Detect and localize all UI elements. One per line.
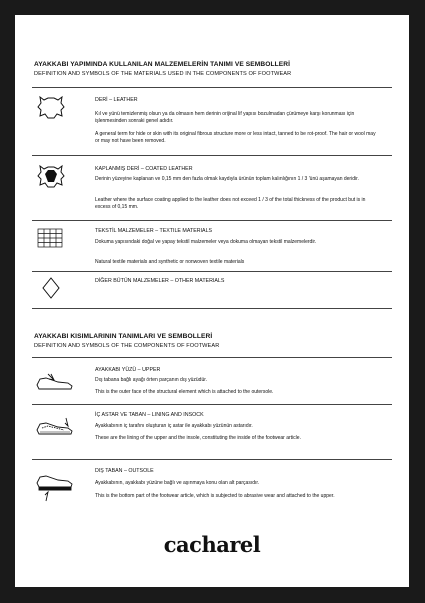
outsole-text-tr: Ayakkabının, ayakkabı yüzüne bağlı ve aşınmaya konu olan alt parçasıdır. (95, 480, 260, 486)
divider (32, 308, 392, 309)
textile-text-en: Natural textile materials and synthetic or nonwoven textile materials (95, 259, 245, 265)
upper-title: AYAKKABI YÜZÜ – UPPER (95, 367, 161, 373)
divider (32, 220, 392, 221)
divider (32, 155, 392, 156)
divider (32, 404, 392, 405)
divider (32, 271, 392, 272)
lining-text-tr: Ayakkabının iç tarafını oluşturan iç astar ile ayakkabı yüzünün astarıdır. (95, 423, 253, 429)
divider (32, 357, 392, 358)
components-title-en: DEFINITION AND SYMBOLS OF THE COMPONENTS OF FOOTWEAR (34, 343, 220, 349)
divider (32, 87, 392, 88)
leather-hide-icon (34, 94, 68, 122)
upper-text-tr: Dış tabana bağlı ayağı örten parçanın dış yüzüdür. (95, 377, 208, 383)
outsole-text-en: This is the bottom part of the footwear article, which is subjected to abrasive wear and attached to the upper. (95, 493, 335, 499)
lining-text-en: These are the lining of the upper and the insole, constituting the inside of the footwear article. (95, 435, 301, 441)
divider (32, 459, 392, 460)
textile-grid-icon (34, 225, 68, 253)
leather-title: DERİ – LEATHER (95, 97, 138, 103)
coated-leather-icon (34, 162, 68, 190)
lining-title: İÇ ASTAR VE TABAN – LINING AND INSOCK (95, 412, 204, 418)
components-title-tr: AYAKKABI KISIMLARININ TANIMLARI VE SEMBOLLERİ (34, 333, 213, 340)
leather-text-en: A general term for hide or skin with its original fibrous structure more or less intact, tanned to be rot-proof. The hair or wool may or may not have been removed. (95, 131, 376, 144)
materials-title-tr: AYAKKABI YAPIMINDA KULLANILAN MALZEMELERİN TANIMI VE SEMBOLLERİ (34, 61, 291, 68)
shoe-upper-icon (34, 365, 78, 397)
textile-title: TEKSTİL MALZEMELER – TEXTILE MATERIALS (95, 228, 213, 234)
textile-text-tr: Dokuma yapısındaki doğal ve yapay tekstil malzemeler veya dokuma olmayan tekstil malzemelerdir. (95, 239, 317, 245)
outsole-title: DIŞ TABAN – OUTSOLE (95, 468, 154, 474)
leather-text-tr: Kıl ve yünü temizlenmiş olsun ya da olmasın hem derinin orijinal lif yapısı bozulmadan çürümeye karşı korunması için işlenmesinden sonraki genel adıdır. (95, 111, 355, 124)
coated-leather-text-tr: Derinin yüzeyine kaplanan ve 0,15 mm den fazla olmak kaydıyla ürünün toplam kalınlığının 1 / 3 'ünü aşamayan deridir. (95, 176, 359, 182)
coated-leather-title: KAPLANMIŞ DERİ – COATED LEATHER (95, 166, 193, 172)
label-card (15, 15, 409, 587)
coated-leather-text-en: Leather where the surface coating applied to the leather does not exceed 1 / 3 of the total thickness of the product but is in excess of 0,15 mm. (95, 197, 366, 210)
materials-title-en: DEFINITION AND SYMBOLS OF THE MATERIALS USED IN THE COMPONENTS OF FOOTWEAR (34, 71, 292, 77)
shoe-outsole-icon (34, 467, 78, 507)
upper-text-en: This is the outer face of the structural element which is attached to the outersole. (95, 389, 274, 395)
shoe-lining-icon (34, 410, 78, 442)
diamond-icon (34, 275, 68, 303)
brand-logo: cacharel (163, 532, 261, 557)
other-title: DİĞER BÜTÜN MALZEMELER – OTHER MATERIALS (95, 278, 225, 284)
